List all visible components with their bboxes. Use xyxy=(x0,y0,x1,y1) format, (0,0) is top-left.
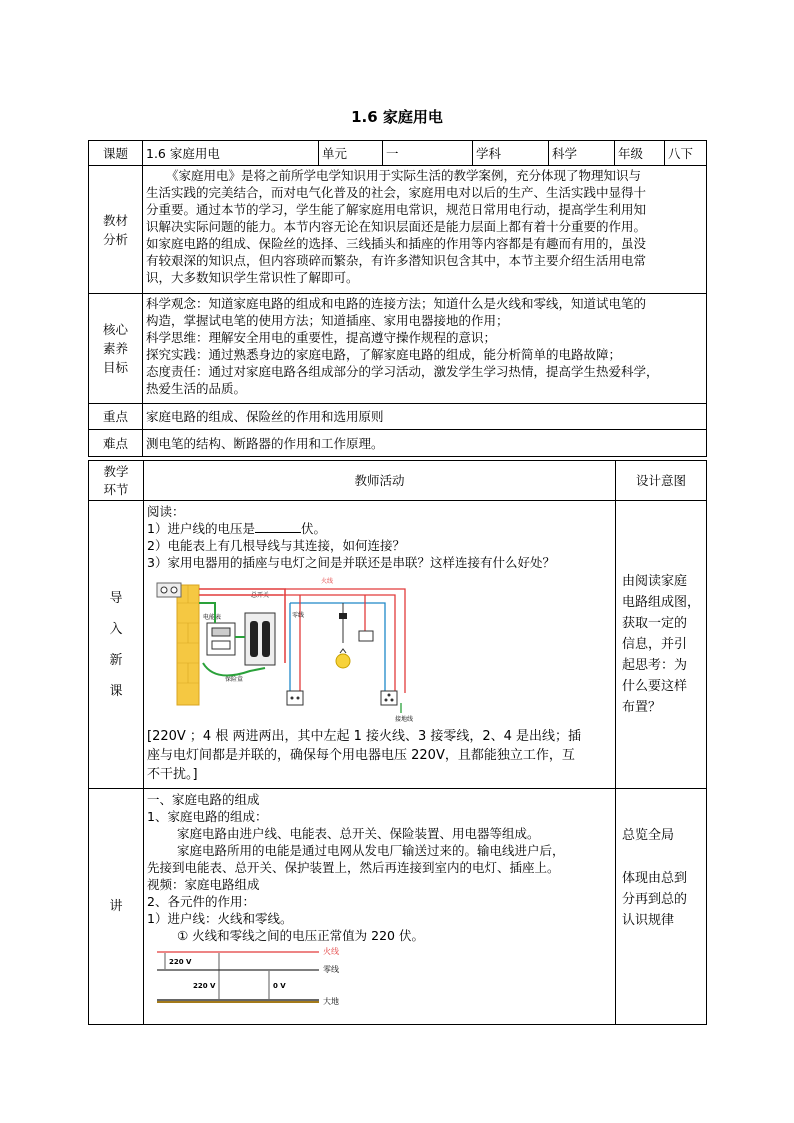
intro-teacher-activity: 阅读： 1）进户线的电压是 伏。 2）电能表上有几根导线与其连接，如何连接？ 3）家用电器用的插座与电灯之间是并联还是串联？这样连接有什么好处？ 电能表 总开关 保险盒 火线 零线 接地线 [220V ；4 根 两进两出，其中左起 1 接火线、3 接零线，2、4 是出线；插 座与电灯间都是并联的，确保每个用电器电压 220V，且都能独立工作，互 不干扰。] xyxy=(144,501,616,789)
key-point-label: 重点 xyxy=(89,404,143,430)
process-header-intent: 设计意图 xyxy=(616,461,707,501)
process-header-teacher: 教师活动 xyxy=(144,461,616,501)
grade-value: 八下 xyxy=(665,141,707,166)
voltage-label-1: 220 V xyxy=(169,958,192,966)
lecture-teacher-activity: 一、家庭电路的组成 1、家庭电路的组成： 家庭电路由进户线、电能表、总开关、保险装置、用电器等组成。 家庭电路所用的电能是通过电网从发电厂输送过来的。输电线进户后， 先接到电能表、总开关、保护装置上，然后再连接到室内的电灯、插座上。 视频：家庭电路组成 2、各元件的作用： 1）进户线：火线和零线。 ① 火线和零线之间的电压正常值为 220 伏。 220 V 220 V 0 V 火线 零线 大地 xyxy=(144,789,616,1025)
unit-value: 一 xyxy=(383,141,473,166)
label-live: 火线 xyxy=(321,578,334,585)
subject-label: 学科 xyxy=(473,141,549,166)
label-fuse: 保险盒 xyxy=(225,676,244,683)
difficulty-label: 难点 xyxy=(89,430,143,457)
household-circuit-diagram xyxy=(155,573,425,723)
neutral-wire-label: 零线 xyxy=(323,965,339,974)
answer-blank[interactable] xyxy=(255,520,301,533)
subject-value: 科学 xyxy=(549,141,615,166)
analysis-content: 《家庭用电》是将之前所学电学知识用于实际生活的教学案例，充分体现了物理知识与 生活实践的完美结合，而对电气化普及的社会，家庭用电对以后的生产、生活实践中显得十 分重要。通过本节的学习，学生能了解家庭用电常识，规范日常用电行动，提高学生利用知 识解决实际问题的能力。本节内容无论在知识层面还是能力层面上都有着十分重要的作用。 如家庭电路的组成、保险丝的选择、三线插头和插座的作用等内容都是有趣而有用的，虽没 有较艰深的知识点，但内容琐碎而繁杂，有许多潜知识包含其中，本节主要介绍生活用电常 识，大多数知识学生常识性了解即可。 xyxy=(143,166,707,294)
literacy-content: 科学观念：知道家庭电路的组成和电路的连接方法；知道什么是火线和零线，知道试电笔的 构造，掌握试电笔的使用方法；知道插座、家用电器接地的作用； 科学思维：理解安全用电的重要性，提高遵守操作规程的意识； 探究实践：通过熟悉身边的家庭电路，了解家庭电路的组成，能分析简单的电路故障； 态度责任：通过对家庭电路各组成部分的学习活动，激发学生学习热情，提高学生热爱科学， 热爱生活的品质。 xyxy=(143,294,707,404)
literacy-label: 核心 素养 目标 xyxy=(89,294,143,404)
process-header-stage: 教学 环节 xyxy=(89,461,144,501)
difficulty-text: 测电笔的结构、断路器的作用和工作原理。 xyxy=(143,430,707,457)
intro-design-intent: 由阅读家庭 电路组成图， 获取一定的 信息，并引 起思考：为 什么要这样 布置？ xyxy=(616,501,707,789)
ketic-value: 1.6 家庭用电 xyxy=(143,141,319,166)
earth-label: 大地 xyxy=(323,997,339,1006)
analysis-label: 教材 分析 xyxy=(89,166,143,294)
voltage-diagram xyxy=(151,944,351,1010)
key-point-text: 家庭电路的组成、保险丝的作用和选用原则 xyxy=(143,404,707,430)
page-title: 1.6 家庭用电 xyxy=(351,108,443,126)
label-neutral: 零线 xyxy=(292,612,305,619)
lecture-design-intent: 总览全局 体现由总到 分再到总的 认识规律 xyxy=(616,789,707,1025)
teaching-process-table xyxy=(88,460,707,1025)
intro-stage: 导 入 新 课 xyxy=(89,501,144,789)
voltage-label-2: 220 V xyxy=(193,982,216,990)
label-ground: 接地线 xyxy=(395,716,414,723)
unit-label: 单元 xyxy=(319,141,383,166)
live-wire-label: 火线 xyxy=(323,947,339,956)
lecture-stage: 讲 xyxy=(89,789,144,1025)
label-switch: 总开关 xyxy=(251,592,270,599)
ketic-label: 课题 xyxy=(89,141,143,166)
grade-label: 年级 xyxy=(615,141,665,166)
lesson-info-table xyxy=(88,140,707,457)
voltage-label-3: 0 V xyxy=(273,982,286,990)
label-meter: 电能表 xyxy=(203,614,222,621)
